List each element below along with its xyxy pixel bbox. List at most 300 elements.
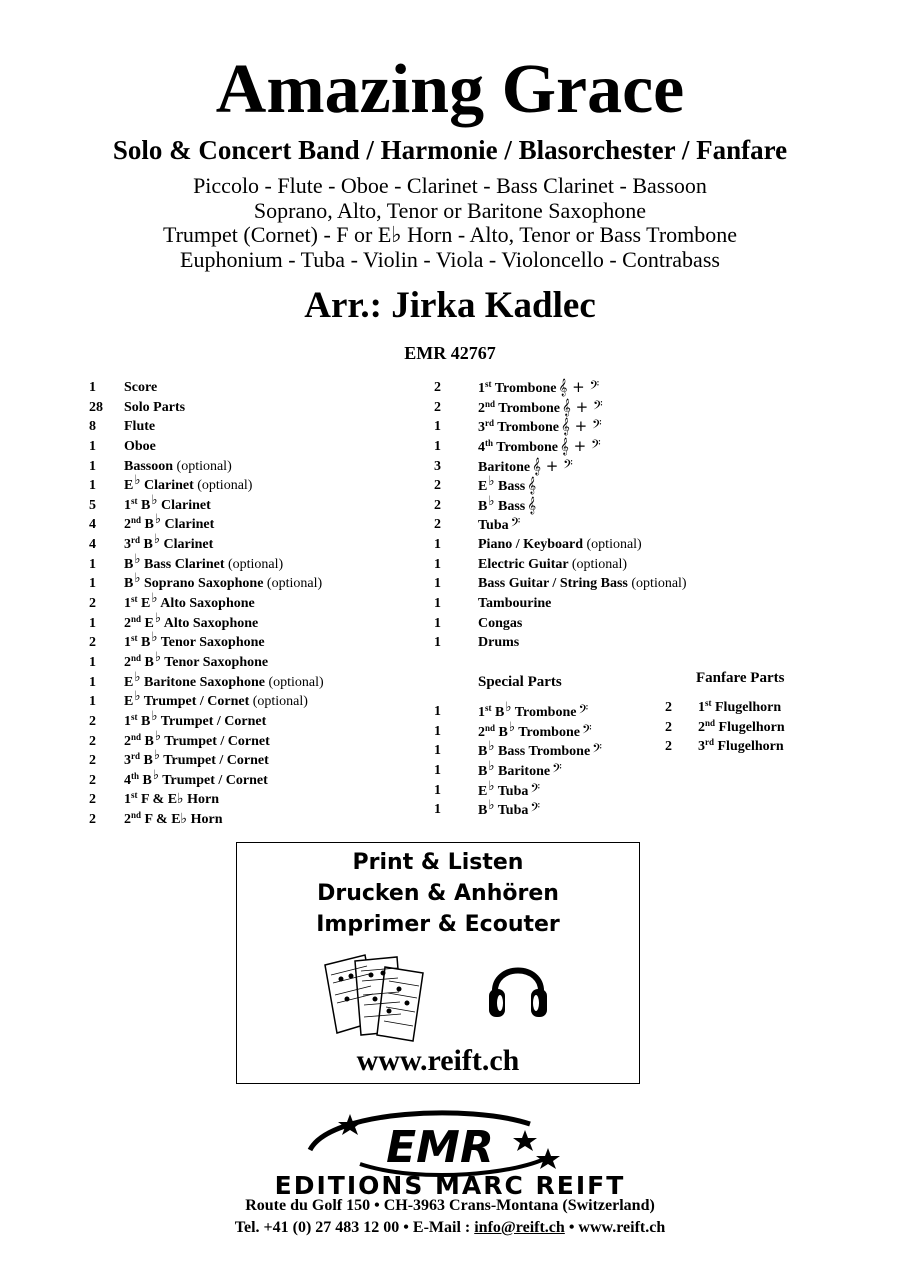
list-item [434, 614, 734, 634]
part-instrument: F & E♭ Horn [141, 792, 220, 808]
part-name [478, 797, 541, 821]
part-quantity: 2 [434, 478, 441, 494]
part-instrument: Drums [478, 635, 520, 651]
part-instrument: Tenor Saxophone [160, 635, 265, 651]
telephone: Tel. +41 (0) 27 483 12 00 • E-Mail : [234, 1219, 471, 1236]
part-name [478, 574, 687, 594]
publisher-address: Route du Golf 150 • CH-3963 Crans-Montana (Switzerland) [245, 1197, 655, 1214]
part-name [478, 535, 642, 555]
clef-icon: 𝄢 [530, 780, 541, 799]
optional-note: (optional) [266, 576, 323, 592]
part-quantity: 1 [89, 478, 96, 494]
part-instrument: Clarinet [143, 478, 194, 494]
flat-sign: ♭ [134, 668, 141, 684]
list-item [434, 757, 654, 781]
part-instrument: Trombone [497, 420, 559, 436]
list-item [89, 688, 419, 712]
part-instrument: Solo Parts [124, 399, 186, 415]
part-name [124, 668, 324, 693]
part-instrument: Baritone [478, 459, 531, 475]
part-instrument: Flute [124, 419, 156, 435]
part-quantity: 1 [89, 458, 96, 474]
sheet-music-icon [319, 951, 439, 1043]
part-name [124, 511, 215, 535]
separator: • [568, 1219, 575, 1236]
part-ordinal-suffix: st [485, 703, 492, 713]
part-name [478, 699, 589, 723]
part-name [124, 590, 255, 614]
list-item [89, 472, 419, 496]
emr-logo-text: EMR [386, 1122, 494, 1173]
part-key: B [498, 724, 508, 740]
list-item [434, 594, 734, 614]
part-quantity: 4 [89, 517, 96, 533]
part-ordinal: 1 [698, 700, 705, 715]
part-name [124, 747, 269, 771]
part-name [478, 515, 520, 536]
optional-note: (optional) [586, 537, 642, 553]
part-instrument: Bass Clarinet [143, 556, 225, 572]
part-instrument: Oboe [124, 438, 156, 454]
part-ordinal: 2 [124, 517, 131, 533]
part-name [124, 398, 185, 418]
part-ordinal-suffix: th [131, 770, 140, 781]
list-item [89, 766, 419, 791]
part-quantity: 2 [434, 399, 441, 415]
part-ordinal-suffix: nd [131, 652, 142, 663]
part-name [124, 707, 267, 732]
part-ordinal-suffix: nd [485, 722, 496, 733]
promo-line: Imprimer & Ecouter [316, 912, 560, 937]
list-item [89, 590, 419, 614]
part-instrument: Trumpet / Cornet [163, 753, 269, 769]
flat-sign: ♭ [154, 609, 161, 625]
part-instrument: Trumpet / Cornet [160, 713, 267, 729]
part-instrument: Trombone [494, 381, 557, 396]
part-quantity: 1 [434, 743, 441, 759]
part-quantity: 1 [434, 635, 441, 651]
list-item [89, 629, 419, 653]
clef-icon: 𝄢 [581, 721, 592, 740]
part-ordinal: 1 [124, 497, 131, 513]
list-item [89, 511, 419, 535]
optional-note: (optional) [268, 674, 324, 690]
list-item [434, 718, 654, 742]
part-name [478, 417, 602, 438]
part-quantity: 1 [89, 694, 96, 710]
instrument-line: Euphonium - Tuba - Violin - Viola - Violoncello - Contrabass [180, 246, 720, 272]
part-name [124, 550, 284, 575]
part-instrument: Clarinet [164, 517, 215, 533]
part-ordinal-suffix: rd [131, 535, 140, 546]
part-instrument: Trumpet / Cornet [143, 694, 250, 710]
part-quantity: 2 [89, 792, 96, 808]
website-link[interactable]: www.reift.ch [578, 1219, 666, 1236]
flat-sign: ♭ [152, 766, 159, 782]
optional-note: (optional) [197, 478, 253, 494]
instrument-line: Soprano, Alto, Tenor or Baritone Saxophone [253, 197, 647, 223]
part-instrument: Flugelhorn [715, 700, 782, 715]
print-listen-box [236, 842, 640, 1084]
promo-url: www.reift.ch [356, 1044, 520, 1077]
part-ordinal: 2 [124, 654, 131, 670]
part-name [478, 473, 537, 497]
promo-line: Print & Listen [352, 850, 524, 875]
left-parts-list [89, 378, 419, 830]
list-item [434, 633, 734, 653]
part-key: E [144, 615, 154, 631]
fanfare-parts-list [665, 698, 845, 757]
flat-sign: ♭ [134, 688, 141, 704]
list-item [434, 699, 654, 722]
list-item [434, 417, 734, 437]
list-item [89, 790, 419, 810]
publisher-name: EDITIONS MARC REIFT [274, 1171, 626, 1200]
headphones-icon [487, 953, 549, 1021]
part-name [478, 437, 601, 458]
part-quantity: 1 [434, 762, 441, 778]
part-instrument: Tenor Saxophone [164, 654, 269, 670]
part-ordinal: 2 [478, 400, 485, 416]
flat-sign: ♭ [153, 531, 160, 547]
part-key: B [141, 713, 151, 729]
part-quantity: 1 [434, 782, 441, 798]
arranger: Arr.: Jirka Kadlec [304, 285, 596, 326]
list-item [89, 747, 419, 771]
part-name [124, 491, 211, 516]
flat-sign: ♭ [488, 492, 495, 508]
part-name [478, 633, 519, 653]
part-ordinal-suffix: nd [131, 515, 142, 526]
part-name [124, 790, 219, 810]
email-link[interactable]: info@reift.ch [474, 1219, 565, 1236]
list-item [434, 473, 734, 496]
part-quantity: 1 [434, 419, 441, 435]
part-name [124, 810, 223, 830]
part-instrument: Clarinet [163, 537, 214, 553]
part-quantity: 2 [89, 812, 96, 828]
optional-note: (optional) [571, 556, 628, 572]
clef-icon: 𝄞 + 𝄢 [561, 397, 603, 416]
part-name [478, 398, 603, 419]
part-ordinal-suffix: nd [131, 810, 142, 821]
part-instrument: Baritone [497, 763, 551, 779]
part-quantity: 2 [89, 733, 96, 749]
part-instrument: Congas [478, 615, 523, 631]
part-quantity: 1 [434, 704, 441, 719]
list-item [434, 555, 734, 575]
list-item [89, 378, 419, 398]
part-ordinal-suffix: st [485, 379, 492, 389]
part-quantity: 1 [89, 615, 96, 631]
page-title: Amazing Grace [215, 51, 685, 128]
list-item [434, 777, 654, 801]
part-name [124, 378, 157, 398]
part-instrument: Alto Saxophone [163, 615, 259, 631]
part-name [124, 417, 155, 437]
part-instrument: Bass [497, 498, 526, 514]
part-ordinal: 1 [478, 381, 485, 396]
part-name [124, 648, 269, 673]
flat-sign: ♭ [488, 473, 495, 489]
part-key: B [143, 537, 153, 553]
flat-sign: ♭ [488, 738, 495, 754]
part-key: B [144, 733, 154, 749]
part-ordinal: 2 [124, 733, 131, 749]
part-instrument: Trombone [514, 705, 577, 720]
list-item [89, 810, 419, 830]
part-quantity: 2 [665, 700, 672, 715]
part-key: B [142, 772, 152, 788]
clef-icon: 𝄢 [592, 741, 602, 760]
part-quantity: 2 [89, 596, 96, 612]
part-name [124, 609, 259, 634]
list-item [434, 738, 654, 761]
part-key: E [141, 596, 151, 612]
list-item [434, 574, 734, 594]
part-instrument: Bass [497, 479, 526, 495]
part-name [124, 727, 270, 752]
clef-icon: 𝄞 + 𝄢 [559, 436, 601, 455]
flat-sign: ♭ [508, 718, 515, 734]
part-name [124, 472, 253, 496]
part-ordinal: 4 [478, 439, 485, 455]
part-ordinal-suffix: rd [131, 751, 140, 762]
flat-sign: ♭ [134, 472, 141, 488]
clef-icon: 𝄞 + 𝄢 [558, 378, 600, 396]
part-name [478, 718, 592, 743]
part-ordinal-suffix: rd [705, 737, 714, 748]
flat-sign: ♭ [151, 590, 158, 606]
clef-icon: 𝄞 + 𝄢 [560, 417, 602, 436]
part-instrument: Alto Saxophone [160, 596, 255, 612]
part-quantity: 2 [89, 772, 96, 788]
flat-sign: ♭ [154, 648, 161, 664]
part-name [478, 614, 522, 634]
part-key: B [478, 744, 488, 760]
list-item [434, 797, 654, 820]
part-quantity: 1 [434, 723, 441, 739]
part-name [124, 437, 156, 457]
instrument-line: Piccolo - Flute - Oboe - Clarinet - Bass Clarinet - Bassoon [193, 173, 707, 198]
instrument-list [0, 174, 900, 272]
part-instrument: Score [124, 380, 158, 395]
flat-sign: ♭ [154, 511, 161, 527]
list-item [665, 737, 845, 757]
part-instrument: F & E♭ Horn [144, 812, 223, 828]
part-instrument: Tuba [497, 783, 529, 799]
part-ordinal-suffix: st [131, 495, 138, 506]
part-key: B [478, 763, 488, 779]
right-parts-list [434, 378, 734, 653]
part-ordinal-suffix: st [131, 711, 138, 722]
part-key: B [495, 705, 505, 720]
part-key: B [141, 635, 151, 651]
part-quantity: 8 [89, 419, 96, 435]
part-quantity: 1 [434, 537, 441, 553]
part-instrument: Trombone [518, 724, 580, 740]
part-name [478, 378, 599, 399]
part-ordinal: 3 [698, 739, 705, 755]
part-ordinal: 2 [124, 812, 131, 828]
part-quantity: 1 [89, 576, 96, 592]
list-item [434, 535, 734, 555]
part-quantity: 2 [665, 719, 672, 735]
contact-line [0, 1218, 900, 1238]
part-ordinal: 2 [698, 719, 705, 735]
part-quantity: 1 [89, 674, 96, 690]
part-quantity: 1 [434, 615, 441, 631]
part-instrument: Flugelhorn [717, 739, 784, 755]
special-parts-list [434, 699, 654, 820]
part-name [124, 766, 268, 791]
optional-note: (optional) [252, 694, 308, 710]
part-quantity: 1 [434, 438, 441, 454]
part-key: E [478, 479, 488, 495]
part-instrument: Tambourine [478, 596, 552, 612]
flat-sign: ♭ [488, 797, 495, 813]
part-ordinal-suffix: nd [131, 613, 142, 624]
part-key: B [141, 497, 151, 513]
part-ordinal-suffix: st [131, 594, 138, 605]
part-ordinal: 1 [124, 713, 131, 729]
part-name [698, 698, 781, 718]
optional-note: (optional) [631, 576, 687, 592]
part-instrument: Tuba [497, 803, 529, 819]
part-instrument: Bass Trombone [497, 744, 591, 760]
part-instrument: Trumpet / Cornet [162, 772, 268, 788]
list-item [89, 491, 419, 516]
flat-sign: ♭ [151, 491, 158, 507]
list-item [434, 515, 734, 535]
part-quantity: 1 [89, 556, 96, 572]
part-key: B [124, 556, 134, 572]
part-name [698, 718, 785, 738]
part-instrument: Trombone [496, 439, 558, 455]
part-ordinal-suffix: st [705, 698, 712, 708]
part-ordinal: 1 [124, 792, 131, 808]
part-quantity: 1 [434, 576, 441, 592]
part-instrument: Tuba [478, 518, 509, 534]
part-key: B [478, 498, 488, 514]
optional-note: (optional) [176, 458, 232, 474]
part-instrument: Bassoon [124, 458, 174, 474]
list-item [89, 609, 419, 634]
part-name [478, 594, 551, 614]
part-quantity: 2 [89, 635, 96, 651]
part-quantity: 1 [434, 596, 441, 612]
flat-sign: ♭ [151, 629, 158, 645]
list-item [89, 707, 419, 732]
part-key: B [144, 517, 154, 533]
clef-icon: 𝄞 [527, 476, 537, 495]
part-instrument: Piano / Keyboard [478, 537, 584, 553]
part-quantity: 2 [89, 713, 96, 729]
part-key: B [478, 803, 488, 819]
part-quantity: 5 [89, 497, 96, 513]
subtitle: Solo & Concert Band / Harmonie / Blasorchester / Fanfare [112, 135, 788, 165]
part-quantity: 2 [434, 380, 441, 395]
flat-sign: ♭ [134, 550, 141, 566]
part-ordinal-suffix: nd [131, 731, 142, 742]
list-item [434, 378, 734, 398]
part-instrument: Soprano Saxophone [143, 576, 264, 592]
part-key: E [124, 478, 134, 494]
part-quantity: 2 [665, 739, 672, 755]
part-ordinal: 3 [478, 420, 485, 436]
part-key: E [478, 783, 488, 799]
part-ordinal: 2 [478, 724, 485, 740]
part-ordinal-suffix: st [131, 633, 138, 644]
flat-sign: ♭ [505, 699, 512, 714]
part-ordinal: 2 [124, 615, 131, 631]
part-instrument: Bass Guitar / String Bass [478, 576, 628, 592]
flat-sign: ♭ [153, 747, 160, 763]
flat-sign: ♭ [154, 727, 161, 743]
part-key: E [124, 694, 134, 710]
part-quantity: 1 [434, 802, 441, 818]
part-instrument: Flugelhorn [718, 719, 785, 735]
clef-icon: 𝄞 + 𝄢 [532, 456, 573, 475]
list-item [89, 727, 419, 752]
part-name [124, 457, 232, 477]
part-ordinal: 1 [478, 705, 485, 720]
part-quantity: 2 [89, 753, 96, 769]
flat-sign: ♭ [488, 757, 495, 773]
part-instrument: Trombone [498, 400, 560, 416]
part-instrument: Baritone Saxophone [143, 674, 265, 690]
flat-sign: ♭ [151, 707, 158, 723]
part-instrument: Clarinet [160, 497, 211, 513]
part-key: B [124, 576, 134, 592]
promo-line: Drucken & Anhören [317, 881, 559, 906]
part-name [478, 492, 537, 517]
flat-sign: ♭ [134, 570, 141, 586]
list-item [434, 398, 734, 418]
part-quantity: 4 [89, 537, 96, 553]
list-item [434, 437, 734, 457]
instrument-line: Trumpet (Cornet) - F or E♭ Horn - Alto, Tenor or Bass Trombone [162, 222, 738, 247]
part-ordinal-suffix: st [131, 790, 138, 801]
clef-icon: 𝄢 [552, 760, 562, 779]
part-instrument: Trumpet / Cornet [164, 733, 270, 749]
part-ordinal-suffix: rd [485, 418, 494, 429]
part-name [478, 738, 602, 762]
list-item [665, 718, 845, 738]
part-name [478, 555, 627, 575]
clef-icon: 𝄢 [578, 702, 589, 720]
part-name [698, 737, 784, 757]
part-quantity: 1 [89, 380, 96, 395]
list-item [434, 492, 734, 516]
part-instrument: Electric Guitar [478, 556, 569, 572]
part-ordinal: 1 [124, 635, 131, 651]
flat-sign: ♭ [488, 777, 495, 793]
clef-icon: 𝄢 [530, 800, 541, 819]
part-quantity: 1 [89, 438, 96, 454]
catalog-number: EMR 42767 [404, 343, 496, 363]
part-quantity: 3 [434, 458, 441, 474]
list-item [665, 698, 845, 718]
part-ordinal-suffix: nd [485, 398, 496, 409]
list-item [89, 570, 419, 594]
part-ordinal: 1 [124, 596, 131, 612]
part-quantity: 1 [89, 654, 96, 670]
part-quantity: 28 [89, 399, 103, 415]
special-parts-heading: Special Parts [478, 674, 562, 690]
part-ordinal-suffix: nd [705, 717, 716, 728]
part-quantity: 2 [434, 517, 441, 533]
